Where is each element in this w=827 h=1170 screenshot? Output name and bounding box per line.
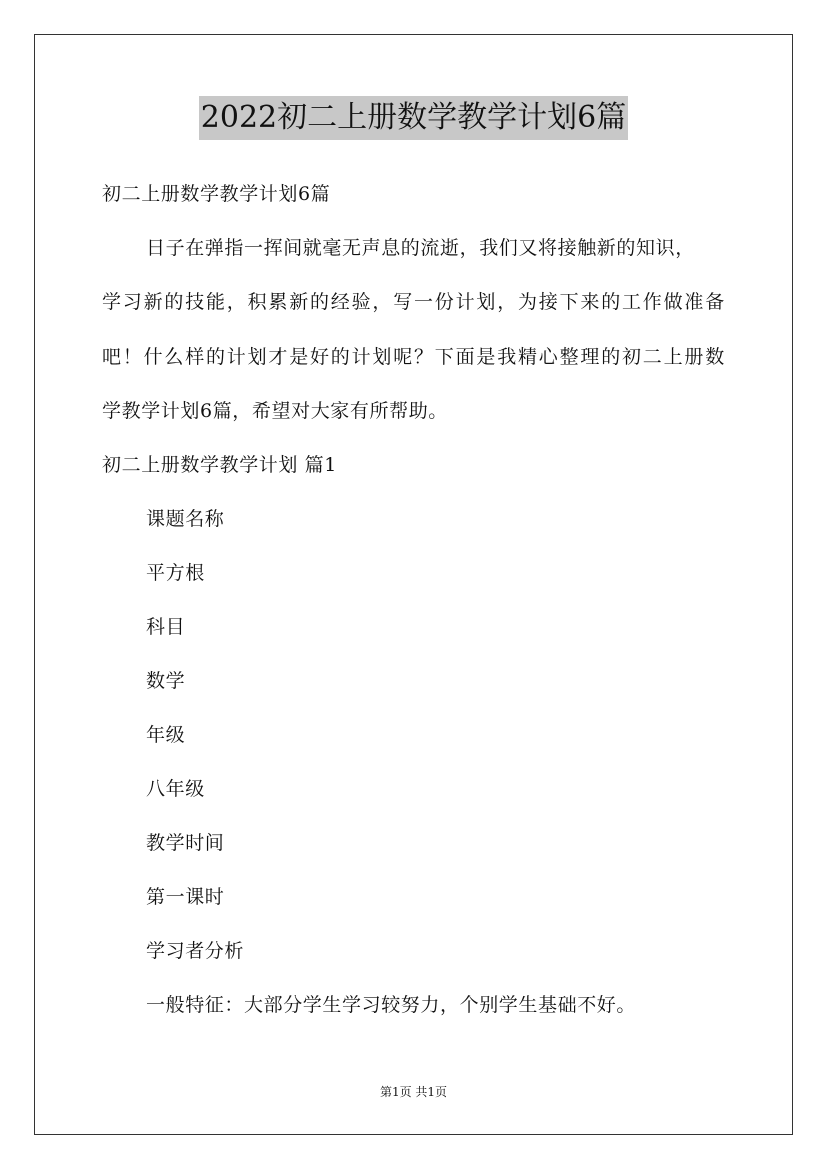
list-item: 数学: [146, 670, 186, 692]
document-subtitle: 初二上册数学教学计划6篇: [102, 183, 331, 205]
intro-line-1: 日子在弹指一挥间就毫无声息的流逝，我们又将接触新的知识，: [146, 237, 695, 259]
title-container: [0, 96, 827, 140]
section-heading: 初二上册数学教学计划 篇1: [102, 454, 337, 476]
intro-line-3: 吧！什么样的计划才是好的计划呢？下面是我精心整理的初二上册数: [102, 346, 727, 368]
list-item: 学习者分析: [146, 940, 245, 962]
document-title: 2022初二上册数学教学计划6篇: [199, 96, 628, 140]
list-item: 第一课时: [146, 886, 225, 908]
intro-line-2: 学习新的技能，积累新的经验，写一份计划，为接下来的工作做准备: [102, 291, 727, 313]
list-item: 平方根: [146, 562, 205, 584]
intro-line-4: 学教学计划6篇，希望对大家有所帮助。: [102, 400, 448, 422]
list-item: 科目: [146, 616, 186, 638]
list-item: 教学时间: [146, 832, 225, 854]
page-footer: 第1页 共1页: [379, 1085, 448, 1099]
list-item: 课题名称: [146, 508, 225, 530]
list-item: 一般特征：大部分学生学习较努力，个别学生基础不好。: [146, 994, 637, 1016]
list-item: 八年级: [146, 778, 205, 800]
list-item: 年级: [146, 724, 186, 746]
